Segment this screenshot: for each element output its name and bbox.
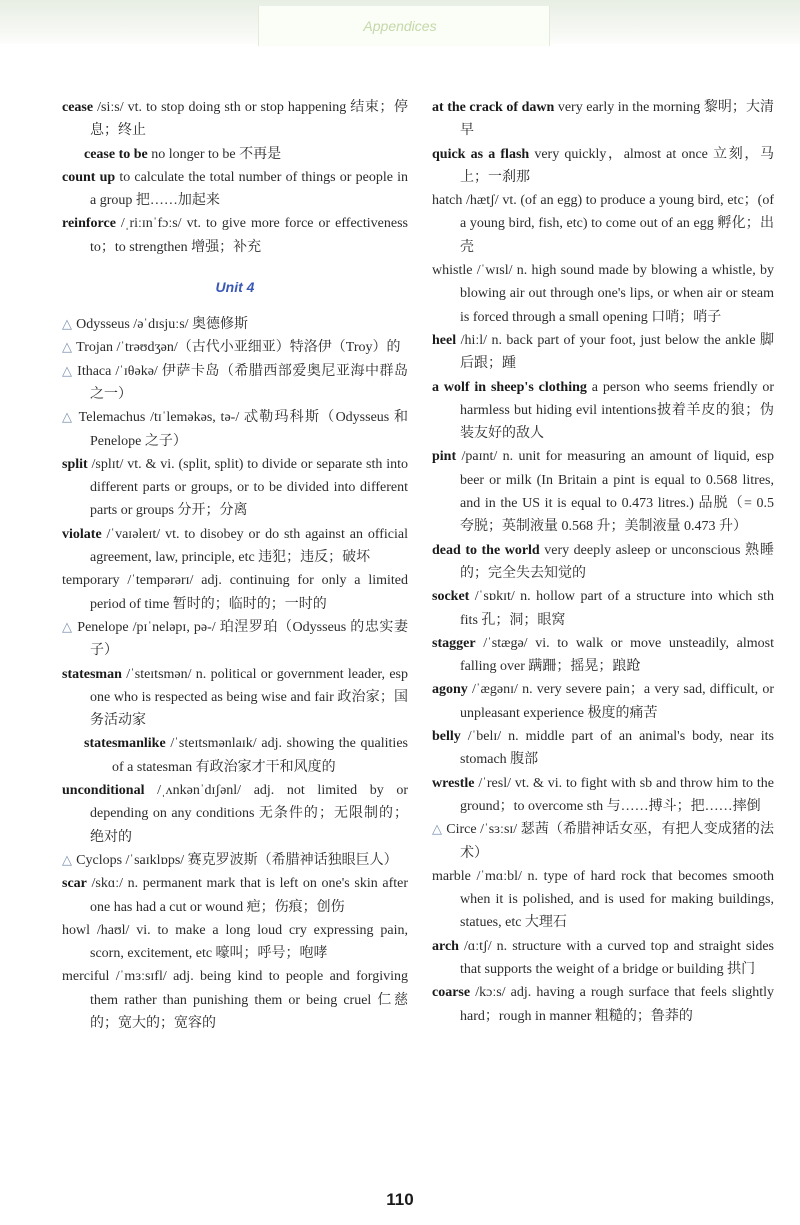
definition: /ˌriːɪnˈfɔːs/ vt. to give more force or effectiveness to；to strengthen 增强；补充: [90, 216, 408, 255]
headword: socket: [432, 589, 470, 605]
glossary-entry: [432, 678, 774, 725]
definition: very quickly，almost at once 立刻，马上；一刹那: [460, 146, 775, 185]
right-column: [432, 96, 774, 1028]
definition: to calculate the total number of things or people in a group 把……加起来: [90, 169, 408, 209]
headword: wrestle: [432, 775, 475, 791]
definition: hatch /hætʃ/ vt. (of an egg) to produce a young bird, etc；(of a young bird, fish, etc) to come out of an egg 孵化；出壳: [432, 193, 774, 255]
glossary-entry: [62, 453, 408, 523]
right-entries: [432, 96, 774, 1028]
triangle-icon: △: [62, 340, 77, 356]
headword: statesman: [62, 666, 122, 682]
glossary-entry: [432, 725, 774, 772]
glossary-entry: [62, 166, 408, 213]
definition: very deeply asleep or unconscious 熟睡的；完全失去知觉的: [460, 542, 774, 581]
glossary-entry: [62, 212, 408, 259]
glossary-entry: [62, 313, 408, 336]
headword: agony: [432, 682, 468, 698]
definition: whistle /ˈwɪsl/ n. high sound made by blowing a whistle, by blowing air out through one's lips, or when air or steam is forced through a small opening 口哨；哨子: [432, 263, 774, 325]
definition: marble /ˈmɑːbl/ n. type of hard rock that becomes smooth when it is polished, and is used for making buildings, statues, etc 大理石: [432, 868, 774, 931]
definition: a person who seems friendly or harmless but hiding evil intentions披着羊皮的狼；伪装友好的敌人: [460, 379, 774, 442]
definition: /ˈsteɪtsmənlaɪk/ adj. showing the qualities of a statesman 有政治家才干和风度的: [112, 736, 408, 775]
headword: cease to be: [84, 146, 148, 162]
headword: count up: [62, 169, 116, 185]
definition: /skɑː/ n. permanent mark that is left on one's skin after one has had a cut or wound 疤；伤痕；创伤: [86, 876, 408, 915]
glossary-entry: [62, 96, 408, 143]
glossary-entry: [432, 96, 774, 143]
header-title: Appendices: [363, 18, 437, 34]
glossary-entry: [432, 632, 774, 679]
glossary-entry: [432, 585, 774, 632]
glossary-entry: [62, 663, 408, 733]
definition: /ɑːtʃ/ n. structure with a curved top and straight sides that supports the weight of a bridge or building 拱门: [458, 938, 774, 977]
glossary-entry: [432, 445, 774, 538]
definition: Cyclops /ˈsaɪklɒps/ 赛克罗波斯（希腊神话独眼巨人）: [76, 852, 398, 868]
headword: quick as a flash: [432, 146, 530, 162]
definition: /splɪt/ vt. & vi. (split, split) to divide or separate sth into different parts or groups, or to be divided into different parts or groups 分开；分离: [87, 456, 408, 519]
headword: dead to the world: [432, 542, 540, 558]
headword: stagger: [432, 635, 476, 651]
definition: very early in the morning 黎明；大清早: [460, 100, 774, 139]
glossary-entry: [432, 981, 774, 1028]
definition: /hiːl/ n. back part of your foot, just below the ankle 脚后跟；踵: [456, 332, 774, 372]
glossary-entry: [62, 965, 408, 1035]
left-bottom-entries: [62, 313, 408, 1035]
triangle-icon: △: [62, 410, 79, 426]
triangle-icon: △: [62, 852, 77, 868]
headword: belly: [432, 729, 461, 745]
glossary-entry: [62, 143, 408, 166]
unit-heading: Unit 4: [215, 279, 255, 296]
headword: at the crack of dawn: [432, 100, 555, 115]
glossary-entry: [62, 523, 408, 570]
glossary-entry: [62, 872, 408, 919]
glossary-entry: [432, 818, 774, 865]
glossary-entry: [62, 406, 408, 453]
page-number: 110: [386, 1190, 414, 1209]
definition: /ˈægənɪ/ n. very severe pain；a very sad, difficult, or unpleasant experience 极度的痛苦: [460, 682, 774, 721]
glossary-entry: [62, 360, 408, 407]
definition: /ˈsɒkɪt/ n. hollow part of a structure into which sth fits 孔；洞；眼窝: [460, 589, 774, 628]
definition: Telemachus /tɪˈleməkəs, tə-/ 忒勒玛科斯（Odysseus 和 Penelope 之子）: [78, 410, 408, 449]
glossary-entry: [62, 616, 408, 663]
definition: Trojan /ˈtrəʊdʒən/（古代小亚细亚）特洛伊（Troy）的: [76, 340, 401, 356]
definition: howl /haʊl/ vi. to make a long loud cry expressing pain, scorn, excitement, etc 嚎叫；呼号；咆哮: [62, 922, 408, 962]
definition: /ˈbelɪ/ n. middle part of an animal's body, near its stomach 腹部: [460, 729, 774, 768]
glossary-entry: [432, 865, 774, 935]
headword: violate: [62, 526, 102, 542]
definition: /ˈvaɪəleɪt/ vt. to disobey or do sth against an official agreement, law, principle, etc 违犯；违反；破坏: [90, 526, 408, 566]
headword: heel: [432, 332, 457, 348]
glossary-entry: [62, 919, 408, 966]
definition: /ˌʌnkənˈdɪʃənl/ adj. not limited by or depending on any conditions 无条件的；无限制的；绝对的: [90, 783, 408, 845]
triangle-icon: △: [62, 363, 78, 379]
triangle-icon: △: [432, 822, 447, 838]
headword: split: [62, 456, 88, 472]
definition: Penelope /pɪˈneləpɪ, pə-/ 珀涅罗珀（Odysseus 的忠实妻子）: [77, 619, 408, 659]
definition: Circe /ˈsɜːsɪ/ 瑟茜（希腊神话女巫，有把人变成猪的法术）: [446, 822, 774, 861]
glossary-entry: [62, 569, 408, 616]
headword: scar: [62, 876, 87, 892]
glossary-entry: [432, 329, 774, 376]
glossary-entry: [432, 772, 774, 819]
headword: cease: [62, 100, 94, 115]
left-column: [62, 96, 408, 1035]
definition: /paɪnt/ n. unit for measuring an amount of liquid, esp beer or milk (In Britain a pint is equal to 0.568 litres, and in the US it is equal to 0.473 litres.) 品脱（= 0.5 夸脱；英制液量 0.568 升；美制液量 0.473 升）: [456, 449, 774, 535]
definition: /ˈresl/ vt. & vi. to fight with sb and throw him to the ground；to overcome sth 与……搏斗；把……摔倒: [460, 775, 774, 814]
glossary-entry: [432, 189, 774, 259]
glossary-entry: [62, 732, 408, 779]
definition: no longer to be 不再是: [147, 146, 282, 162]
glossary-entry: [62, 849, 408, 872]
glossary-entry: [432, 376, 774, 446]
glossary-entry: [432, 143, 774, 190]
glossary-entry: [432, 539, 774, 586]
headword: arch: [432, 938, 459, 954]
glossary-entry: [432, 935, 774, 982]
definition: temporary /ˈtempərərɪ/ adj. continuing for only a limited period of time 暂时的；临时的；一时的: [62, 573, 408, 612]
headword: statesmanlike: [84, 736, 166, 752]
headword: coarse: [432, 985, 471, 1001]
definition: /kɔːs/ adj. having a rough surface that feels slightly hard；rough in manner 粗糙的；鲁莽的: [460, 985, 774, 1024]
glossary-entry: [62, 779, 408, 849]
definition: /ˈstægə/ vi. to walk or move unsteadily, almost falling over 蹒跚；摇晃；踉跄: [460, 635, 774, 675]
headword: reinforce: [62, 216, 116, 232]
headword: unconditional: [62, 783, 145, 799]
headword: pint: [432, 449, 457, 465]
triangle-icon: △: [62, 317, 77, 333]
glossary-entry: [432, 259, 774, 329]
definition: merciful /ˈmɜːsɪfl/ adj. being kind to people and forgiving them rather than punishing them or being cruel 仁慈的；宽大的；宽容的: [62, 969, 408, 1031]
triangle-icon: △: [62, 619, 78, 635]
left-top-entries: [62, 96, 408, 259]
glossary-entry: [62, 336, 408, 359]
definition: Odysseus /əˈdɪsjuːs/ 奥德修斯: [76, 317, 249, 333]
headword: a wolf in sheep's clothing: [432, 379, 587, 395]
definition: /ˈsteɪtsmən/ n. political or government leader, esp one who is respected as being wise and fair 政治家；国务活动家: [90, 666, 408, 729]
definition: Ithaca /ˈɪθəkə/ 伊萨卡岛（希腊西部爱奥尼亚海中群岛之一）: [77, 363, 408, 402]
definition: /siːs/ vt. to stop doing sth or stop happening 结束；停息；终止: [90, 100, 408, 139]
